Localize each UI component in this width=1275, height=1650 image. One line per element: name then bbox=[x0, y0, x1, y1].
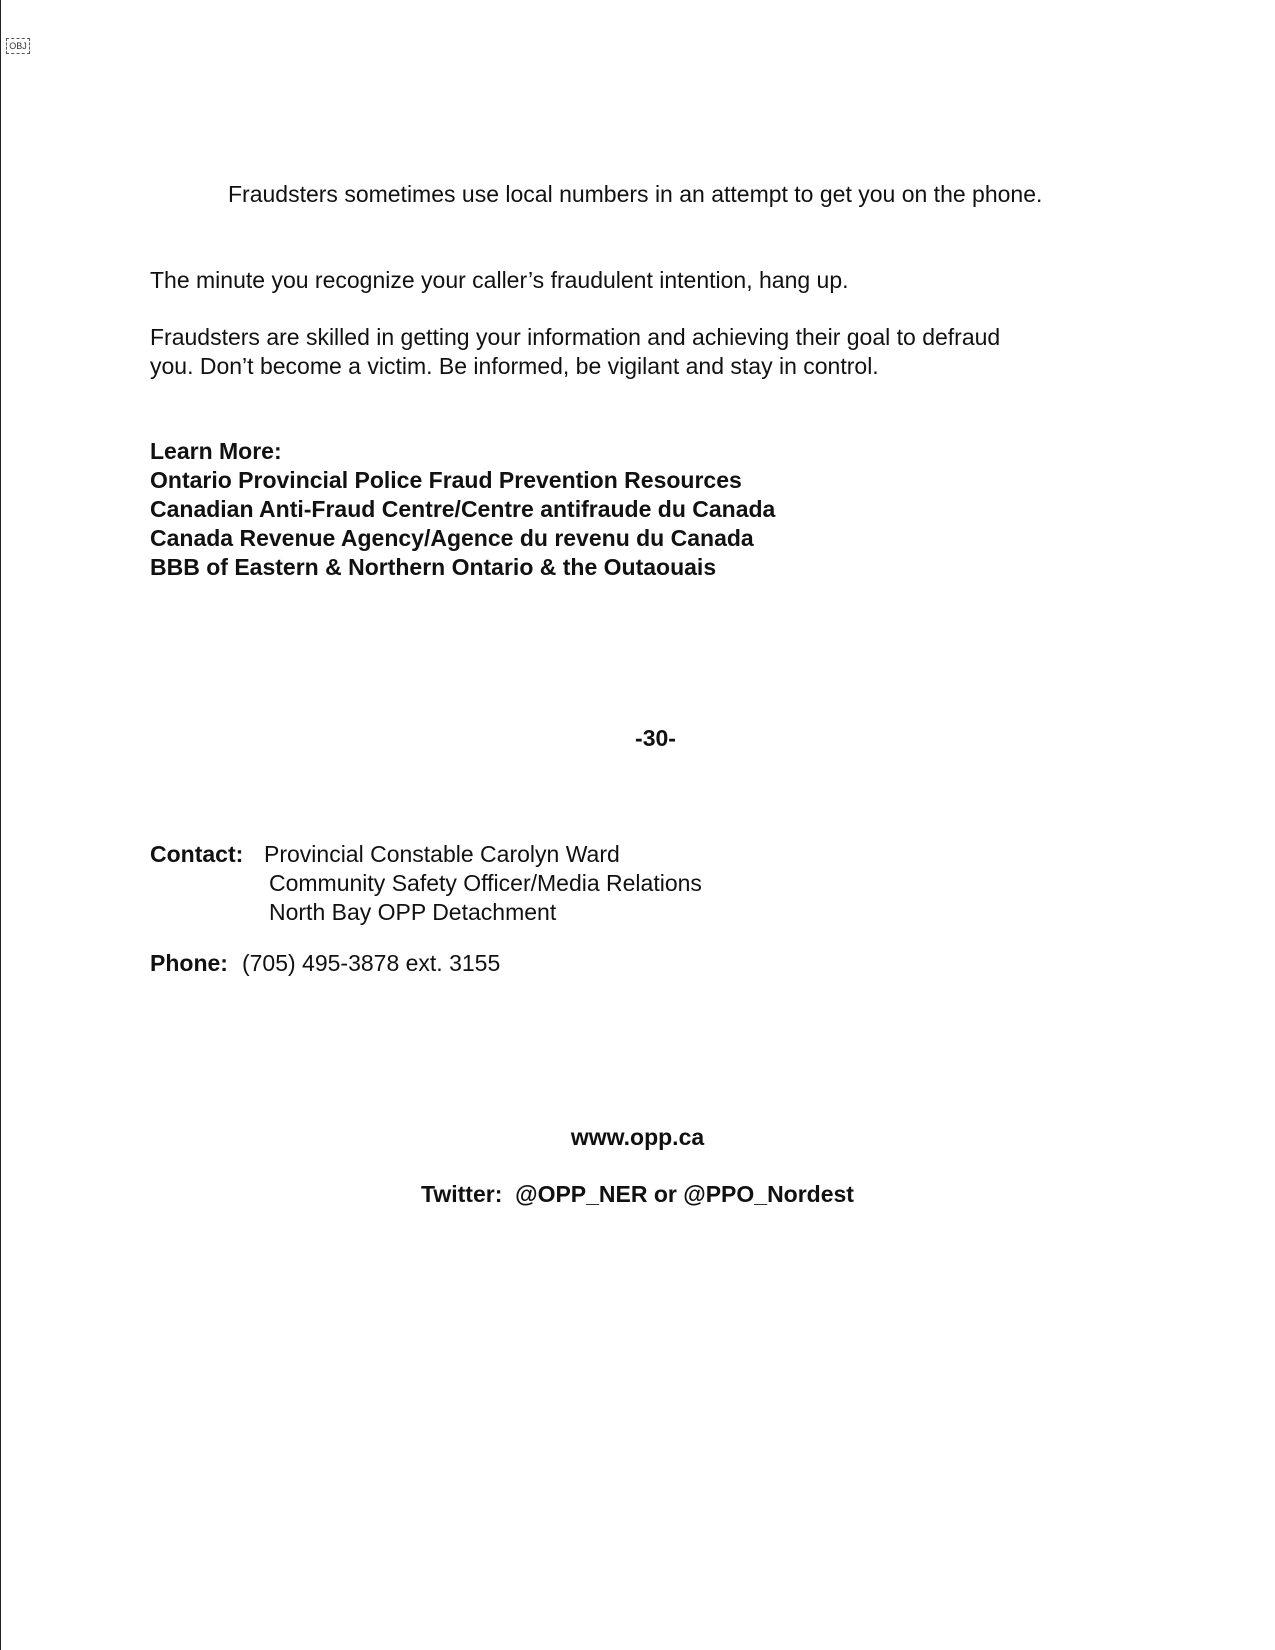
link-bbb-ontario[interactable]: BBB of Eastern & Northern Ontario & the Outaouais bbox=[150, 554, 717, 580]
intro-note: Fraudsters sometimes use local numbers in an attempt to get you on the phone. bbox=[228, 181, 1043, 207]
phone-label: Phone: bbox=[150, 950, 228, 976]
contact-name: Provincial Constable Carolyn Ward bbox=[264, 841, 620, 867]
phone-line bbox=[150, 950, 500, 977]
paragraph-skilled-line-1: Fraudsters are skilled in getting your information and achieving their goal to defraud bbox=[150, 324, 1001, 350]
contact-block bbox=[150, 840, 702, 927]
contact-label: Contact: bbox=[150, 841, 244, 867]
twitter-label: Twitter: bbox=[421, 1181, 503, 1207]
learn-more-section bbox=[150, 437, 775, 582]
contact-unit: North Bay OPP Detachment bbox=[269, 899, 557, 925]
twitter-line bbox=[0, 1181, 1275, 1208]
learn-more-heading: Learn More: bbox=[150, 438, 282, 464]
link-canada-revenue-agency[interactable]: Canada Revenue Agency/Agence du revenu du Canada bbox=[150, 525, 754, 551]
page-left-border bbox=[0, 0, 1, 1650]
paragraph-hang-up: The minute you recognize your caller’s fraudulent intention, hang up. bbox=[150, 267, 849, 293]
phone-number[interactable]: (705) 495-3878 ext. 3155 bbox=[241, 950, 501, 976]
website-link[interactable]: www.opp.ca bbox=[570, 1124, 705, 1150]
end-of-release-mark: -30- bbox=[635, 725, 676, 751]
embedded-object-icon: OBJ bbox=[6, 38, 30, 54]
link-anti-fraud-centre[interactable]: Canadian Anti-Fraud Centre/Centre antifraude du Canada bbox=[150, 496, 776, 522]
link-opp-fraud-resources[interactable]: Ontario Provincial Police Fraud Prevention Resources bbox=[150, 467, 742, 493]
twitter-handles[interactable]: @OPP_NER or @PPO_Nordest bbox=[515, 1181, 854, 1207]
paragraph-skilled-line-2: you. Don’t become a victim. Be informed, be vigilant and stay in control. bbox=[150, 353, 879, 379]
contact-title: Community Safety Officer/Media Relations bbox=[269, 870, 702, 896]
